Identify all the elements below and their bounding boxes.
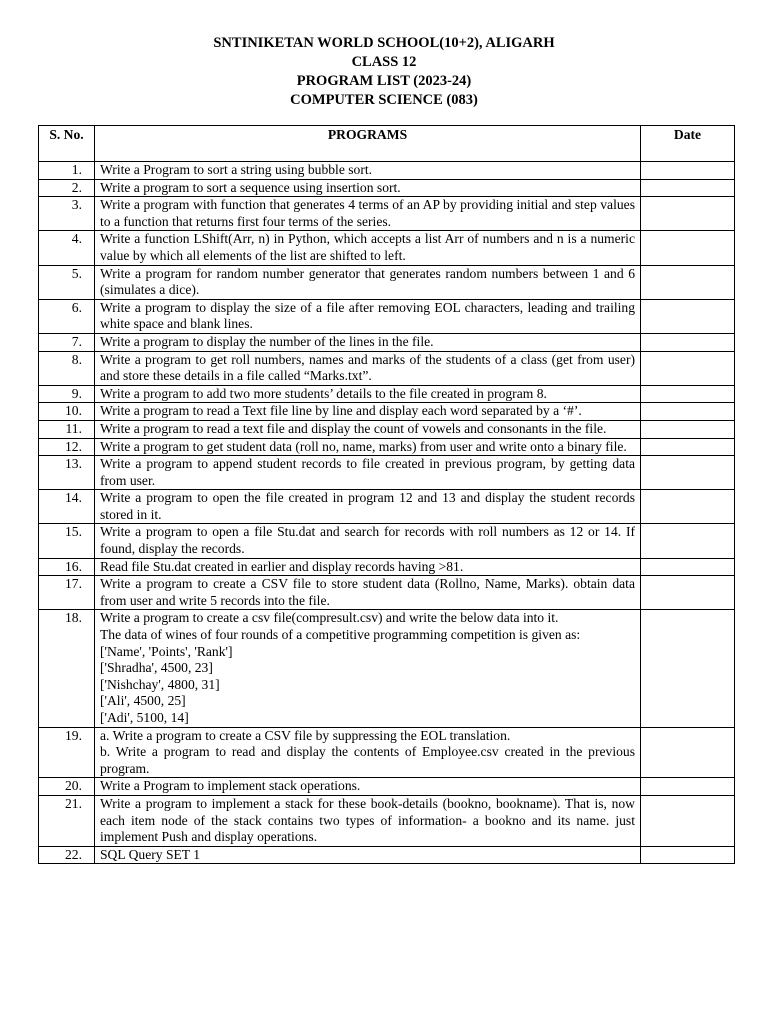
row-date-cell	[641, 524, 735, 558]
table-row	[39, 265, 735, 299]
table-row	[39, 162, 735, 180]
row-date-cell	[641, 846, 735, 864]
row-program-text: Write a Program to implement stack operations.	[95, 778, 641, 796]
row-date-cell	[641, 231, 735, 265]
table-row	[39, 179, 735, 197]
row-serial-number: 12.	[39, 438, 95, 456]
table-row	[39, 403, 735, 421]
row-program-text: Write a program to read a Text file line by line and display each word separated by a ‘#’.	[95, 403, 641, 421]
row-date-cell	[641, 197, 735, 231]
row-serial-number: 6.	[39, 299, 95, 333]
column-header-sno: S. No.	[39, 126, 95, 162]
row-date-cell	[641, 420, 735, 438]
row-date-cell	[641, 333, 735, 351]
row-serial-number: 11.	[39, 420, 95, 438]
row-date-cell	[641, 727, 735, 778]
table-row	[39, 299, 735, 333]
program-table	[38, 125, 735, 864]
row-program-text: a. Write a program to create a CSV file by suppressing the EOL translation. b. Write a program to read and display the contents of Employee.csv created in the previous program.	[95, 727, 641, 778]
row-serial-number: 8.	[39, 351, 95, 385]
row-program-text: Write a program to open a file Stu.dat and search for records with roll numbers as 12 or 14. If found, display the records.	[95, 524, 641, 558]
row-program-text: Write a program to get roll numbers, names and marks of the students of a class (get from user) and store these details in a file called “Marks.txt”.	[95, 351, 641, 385]
row-serial-number: 10.	[39, 403, 95, 421]
row-program-text: Write a program to get student data (roll no, name, marks) from user and write onto a binary file.	[95, 438, 641, 456]
table-row	[39, 727, 735, 778]
row-program-text: Read file Stu.dat created in earlier and display records having >81.	[95, 558, 641, 576]
row-program-text: Write a program to create a CSV file to store student data (Rollno, Name, Marks). obtain data from user and write 5 records into the file.	[95, 576, 641, 610]
table-row	[39, 231, 735, 265]
row-date-cell	[641, 795, 735, 846]
row-program-text: Write a program to display the number of the lines in the file.	[95, 333, 641, 351]
column-header-programs: PROGRAMS	[95, 126, 641, 162]
row-date-cell	[641, 299, 735, 333]
row-date-cell	[641, 490, 735, 524]
row-date-cell	[641, 456, 735, 490]
row-program-text: Write a program to open the file created in program 12 and 13 and display the student records stored in it.	[95, 490, 641, 524]
row-serial-number: 20.	[39, 778, 95, 796]
row-program-text: Write a program for random number generator that generates random numbers between 1 and 6 (simulates a dice).	[95, 265, 641, 299]
row-serial-number: 17.	[39, 576, 95, 610]
table-row	[39, 333, 735, 351]
document-header	[0, 34, 768, 110]
table-row	[39, 197, 735, 231]
row-program-text: Write a program with function that generates 4 terms of an AP by providing initial and step values to a function that returns first four terms of the series.	[95, 197, 641, 231]
row-program-text: Write a function LShift(Arr, n) in Python, which accepts a list Arr of numbers and n is a numeric value by which all elements of the list are shifted to left.	[95, 231, 641, 265]
column-header-date: Date	[641, 126, 735, 162]
row-program-text: Write a Program to sort a string using bubble sort.	[95, 162, 641, 180]
row-date-cell	[641, 162, 735, 180]
row-date-cell	[641, 558, 735, 576]
row-serial-number: 16.	[39, 558, 95, 576]
row-serial-number: 14.	[39, 490, 95, 524]
table-row	[39, 558, 735, 576]
table-row	[39, 795, 735, 846]
row-serial-number: 18.	[39, 610, 95, 727]
row-date-cell	[641, 610, 735, 727]
table-row	[39, 385, 735, 403]
row-date-cell	[641, 438, 735, 456]
row-serial-number: 3.	[39, 197, 95, 231]
row-date-cell	[641, 778, 735, 796]
row-serial-number: 13.	[39, 456, 95, 490]
row-serial-number: 21.	[39, 795, 95, 846]
row-serial-number: 7.	[39, 333, 95, 351]
table-row	[39, 576, 735, 610]
table-row	[39, 524, 735, 558]
table-row	[39, 420, 735, 438]
row-serial-number: 2.	[39, 179, 95, 197]
row-date-cell	[641, 265, 735, 299]
school-name: SNTINIKETAN WORLD SCHOOL(10+2), ALIGARH	[213, 35, 555, 51]
row-serial-number: 5.	[39, 265, 95, 299]
row-serial-number: 9.	[39, 385, 95, 403]
table-row	[39, 846, 735, 864]
row-serial-number: 1.	[39, 162, 95, 180]
subject-title: COMPUTER SCIENCE (083)	[290, 92, 478, 108]
row-program-text: Write a program to add two more students’ details to the file created in program 8.	[95, 385, 641, 403]
table-header-row	[39, 126, 735, 162]
row-date-cell	[641, 179, 735, 197]
row-program-text: SQL Query SET 1	[95, 846, 641, 864]
row-serial-number: 15.	[39, 524, 95, 558]
table-row	[39, 438, 735, 456]
table-row	[39, 610, 735, 727]
row-program-text: Write a program to append student records to file created in previous program, by getting data from user.	[95, 456, 641, 490]
table-row	[39, 351, 735, 385]
row-serial-number: 19.	[39, 727, 95, 778]
row-program-text: Write a program to create a csv file(compresult.csv) and write the below data into it. The data of wines of four rounds of a competitive programming competition is given as: ['Name', 'Points', 'Rank'] ['Shradha', 4500, 23] ['Nishchay', 4800, 31] ['Ali', 4500, 25] ['Adi', 5100, 14]	[95, 610, 641, 727]
row-date-cell	[641, 576, 735, 610]
row-program-text: Write a program to implement a stack for these book-details (bookno, bookname). That is, now each item node of the stack contains two types of information- a bookno and its name. just implement Push and display operations.	[95, 795, 641, 846]
row-date-cell	[641, 403, 735, 421]
table-body	[39, 162, 735, 864]
table-row	[39, 456, 735, 490]
row-program-text: Write a program to display the size of a file after removing EOL characters, leading and trailing white space and blank lines.	[95, 299, 641, 333]
row-program-text: Write a program to read a text file and display the count of vowels and consonants in the file.	[95, 420, 641, 438]
row-serial-number: 22.	[39, 846, 95, 864]
class-title: CLASS 12	[351, 54, 417, 70]
row-serial-number: 4.	[39, 231, 95, 265]
row-date-cell	[641, 385, 735, 403]
program-list-title: PROGRAM LIST (2023-24)	[296, 73, 472, 89]
table-row	[39, 778, 735, 796]
table-row	[39, 490, 735, 524]
row-date-cell	[641, 351, 735, 385]
row-program-text: Write a program to sort a sequence using insertion sort.	[95, 179, 641, 197]
